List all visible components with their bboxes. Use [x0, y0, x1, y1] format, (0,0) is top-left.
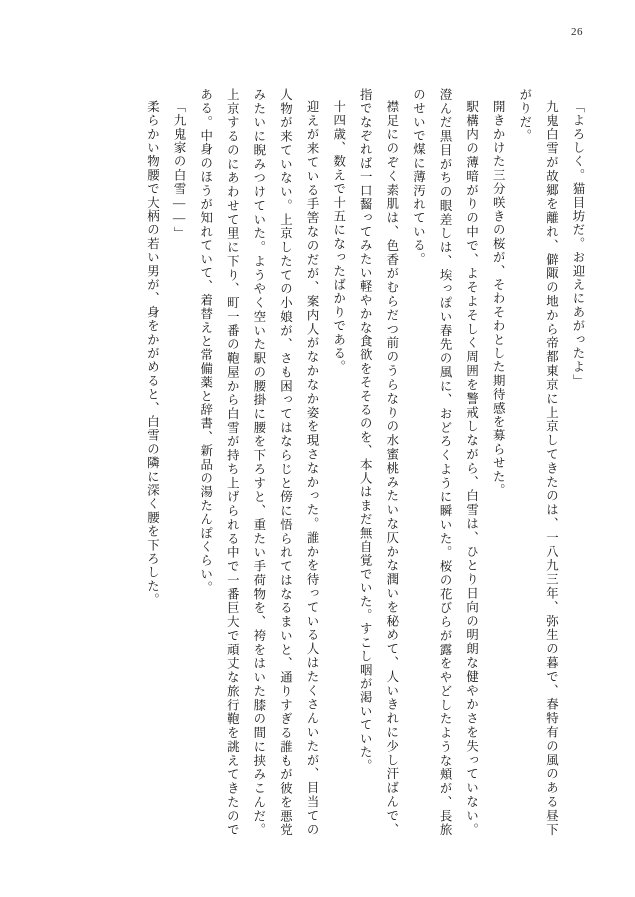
vertical-text-body	[44, 88, 591, 837]
paragraph: 襟足にのぞく素肌は、色香がむらだつ前のうらなりの水蜜桃みたいな仄かな潤いを秘めて、人いきれに少し汗ばんで、指でなぞれば一口齧ってみたい軽やかな食欲をそそるのを、本人はまだ無自覚でいた。すこし咽が渇いていた。	[358, 88, 399, 837]
paragraph: 駅構内の薄暗がりの中で、よそよそしく周囲を警戒しながら、白雪は、ひとり日向の明朗な健やかさを失っていない。澄んだ黒目がちの眼差しは、埃っぽい春先の風に、おどろくように瞬いた。桜の花びらが露をやどしたような頬が、長旅のせいで煤に薄汚れている。	[411, 88, 479, 837]
paragraph: 「よろしく。猫目坊だ。お迎えにあがったよ」	[571, 100, 585, 389]
page-number: 26	[571, 26, 583, 38]
paragraph: 迎えが来ている手筈なのだが、案内人がなかなか姿を現さなかった。誰かを待っている人はたくさんいたが、目当ての人物が来ていない。上京したての小娘が、さも困ってはならじと傍に悟られてはなるまいと、通りすぎる誰もが彼を悪党みたいに睨みつけていた。ようやく空いた駅の腰掛に腰を下ろすと、重たい手荷物を、袴をはいた膝の間に挟みこんだ。上京するのにあわせて里に下り、町一番の鞄屋から白雪が持ち上げられる中で一番巨大で頑丈な旅行鞄を誂えてきたのである。中身のほうが知れていて、着替えと常備薬と辞書、新品の湯たんぽくらい。	[198, 88, 320, 837]
paragraph: 十四歳、数えで十五になったばかりである。	[331, 100, 346, 375]
paragraph: 九鬼白雪が故郷を離れ、僻陬の地から帝都東京に上京してきたのは、一八九三年、弥生の暮で、春特有の風のある昼下がりだ。	[517, 88, 559, 837]
paragraph: 「九鬼家の白雪――」	[172, 100, 187, 241]
paragraph: 開きかけた三分咲きの桜が、そわそわとした期待感を募らせた。	[491, 100, 506, 498]
paragraph: 柔らかい物腰で大柄の若い男が、身をかがめると、白雪の隣に深く腰を下ろした。	[145, 100, 160, 608]
